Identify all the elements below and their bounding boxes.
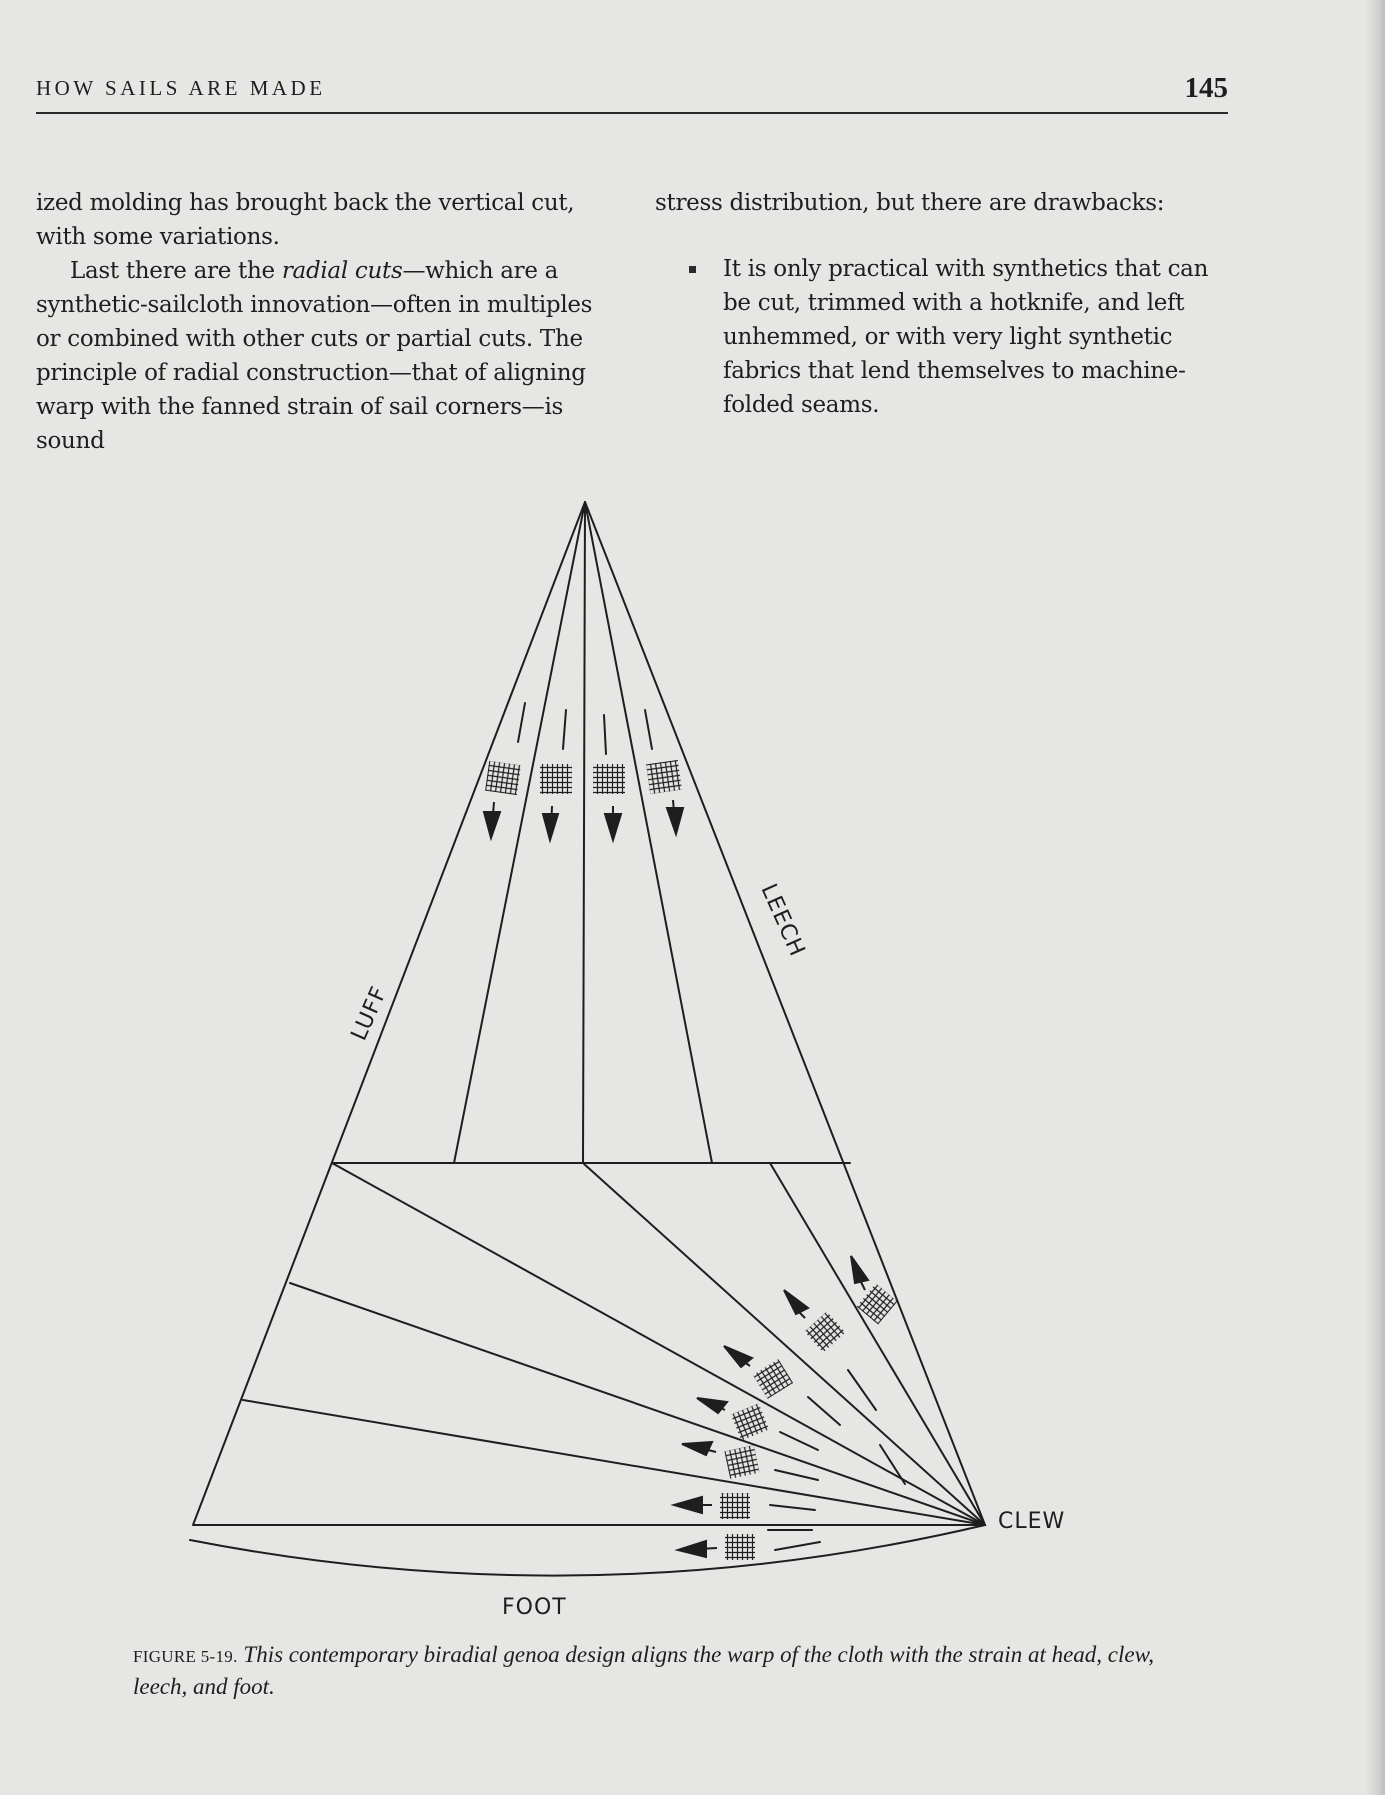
head-seam	[583, 502, 585, 1163]
left-paragraph-2-start: Last there are the	[70, 258, 282, 284]
right-paragraph-1: stress distribution, but there are drawbacks:	[655, 190, 1165, 216]
head-seam	[585, 502, 712, 1163]
caption-text: This contemporary biradial genoa design aligns the warp of the cloth with the strain at head, clew, leech, and foot.	[133, 1642, 1154, 1699]
leech-label: LEECH	[755, 880, 810, 961]
figure-caption	[133, 1640, 1213, 1702]
radial-cuts-emphasis: radial cuts	[281, 258, 403, 284]
page-number: 145	[1184, 72, 1228, 104]
clew-label: CLEW	[998, 1509, 1066, 1534]
head-seam	[454, 502, 585, 1163]
running-title: HOW SAILS ARE MADE	[36, 76, 326, 100]
caption-label: FIGURE 5-19.	[133, 1647, 238, 1666]
sail-outline	[193, 502, 985, 1525]
foot-curve	[190, 1525, 985, 1576]
list-item-text: It is only practical with synthetics that can be cut, trimmed with a hotknife, and left unhemmed, or with very light synthetic fabrics that lend themselves to machine-folded seams.	[723, 256, 1209, 418]
left-paragraph-1: ized molding has brought back the vertical cut, with some variations.	[36, 190, 575, 250]
clew-seam	[583, 1163, 985, 1525]
luff-label: LUFF	[346, 982, 393, 1045]
left-paragraph-2-end: —which are a synthetic-sailcloth innovation—often in multiples or combined with other cuts or partial cuts. The principle of radial construction—that of aligning warp with the fanned strain of sail corners—is sound	[36, 258, 593, 454]
clew-seam	[770, 1163, 985, 1525]
foot-label: FOOT	[502, 1595, 567, 1620]
